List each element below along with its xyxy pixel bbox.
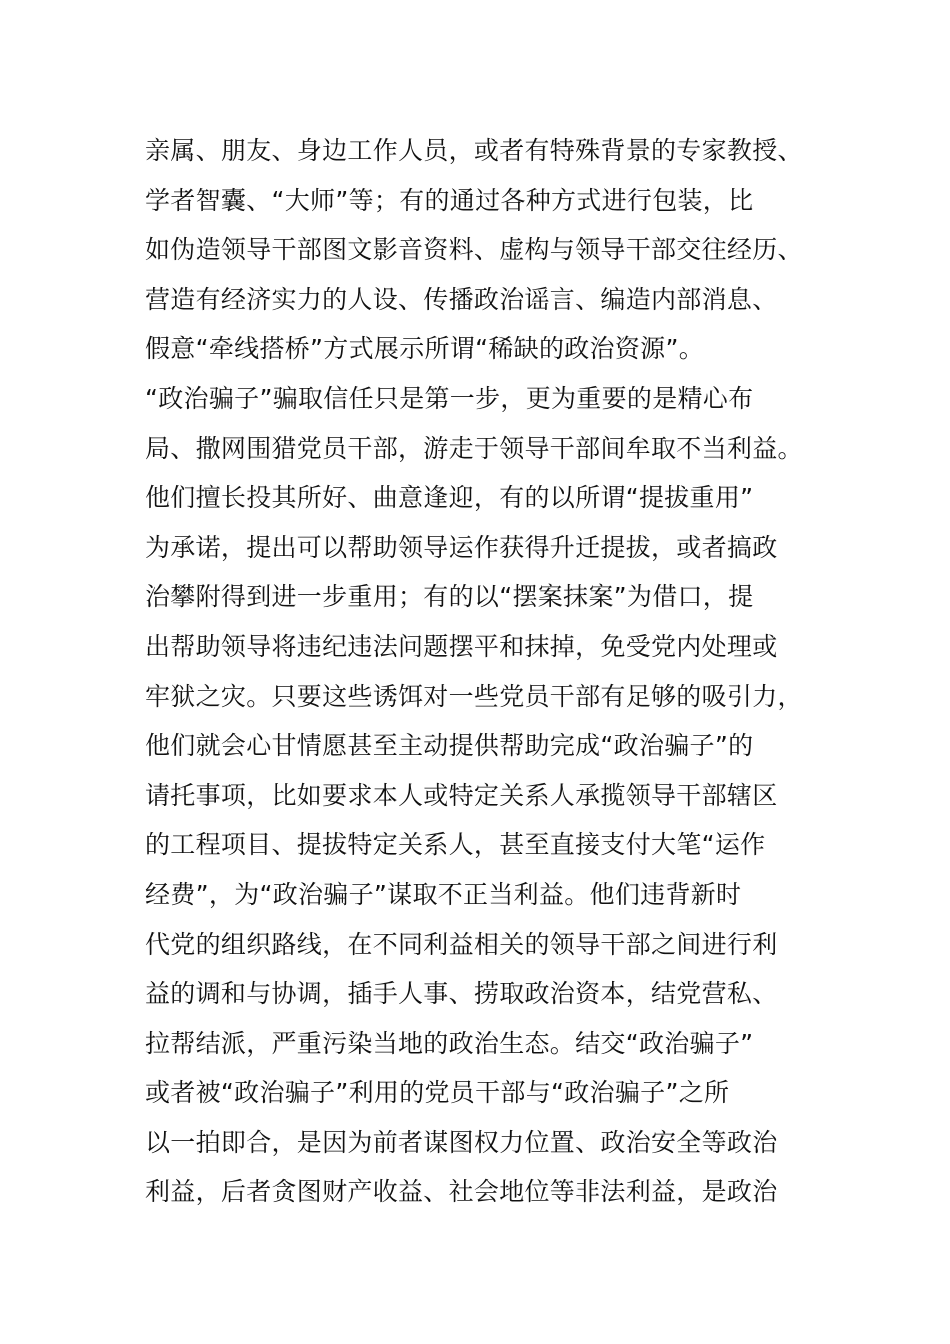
text-line: 以一拍即合，是因为前者谋图权力位置、政治安全等政治 [145, 1127, 778, 1157]
text-line: 亲属、朋友、身边工作人员，或者有特殊背景的专家教授、 [145, 136, 803, 165]
text-line: 益的调和与协调，插手人事、捞取政治资本，结党营私、 [145, 979, 778, 1009]
text-line: “政治骗子”骗取信任只是第一步，更为重要的是精心布 [145, 383, 754, 413]
text-line: 拉帮结派，严重污染当地的政治生态。结交“政治骗子” [145, 1028, 754, 1058]
text-line: 牢狱之灾。只要这些诱饵对一些党员干部有足够的吸引力， [145, 681, 803, 711]
text-line: 的工程项目、提拔特定关系人，甚至直接支付大笔“运作 [145, 830, 766, 860]
text-line: 出帮助领导将违纪违法问题摆平和抹掉，免受党内处理或 [145, 631, 778, 661]
text-line: 治攀附得到进一步重用；有的以“摆案抹案”为借口，提 [145, 582, 754, 612]
text-line: 学者智囊、“大师”等；有的通过各种方式进行包装，比 [145, 185, 754, 215]
text-line: 营造有经济实力的人设、传播政治谣言、编造内部消息、 [145, 284, 778, 314]
text-line: 假意“牵线搭桥”方式展示所谓“稀缺的政治资源”。 [145, 334, 705, 364]
text-line: 如伪造领导干部图文影音资料、虚构与领导干部交往经历、 [145, 235, 803, 265]
body-text [145, 126, 825, 1217]
text-line: 或者被“政治骗子”利用的党员干部与“政治骗子”之所 [145, 1078, 730, 1108]
text-line: 经费”，为“政治骗子”谋取不正当利益。他们违背新时 [145, 879, 742, 909]
text-line: 利益，后者贪图财产收益、社会地位等非法利益，是政治 [145, 1177, 778, 1207]
text-line: 局、撒网围猎党员干部，游走于领导干部间牟取不当利益。 [145, 433, 803, 463]
text-line: 他们擅长投其所好、曲意逢迎，有的以所谓“提拔重用” [145, 483, 754, 513]
text-line: 为承诺，提出可以帮助领导运作获得升迁提拔，或者搞政 [145, 532, 778, 562]
text-line: 请托事项，比如要求本人或特定关系人承揽领导干部辖区 [145, 780, 778, 810]
text-line: 他们就会心甘情愿甚至主动提供帮助完成“政治骗子”的 [145, 731, 754, 761]
text-line: 代党的组织路线，在不同利益相关的领导干部之间进行利 [145, 929, 778, 959]
